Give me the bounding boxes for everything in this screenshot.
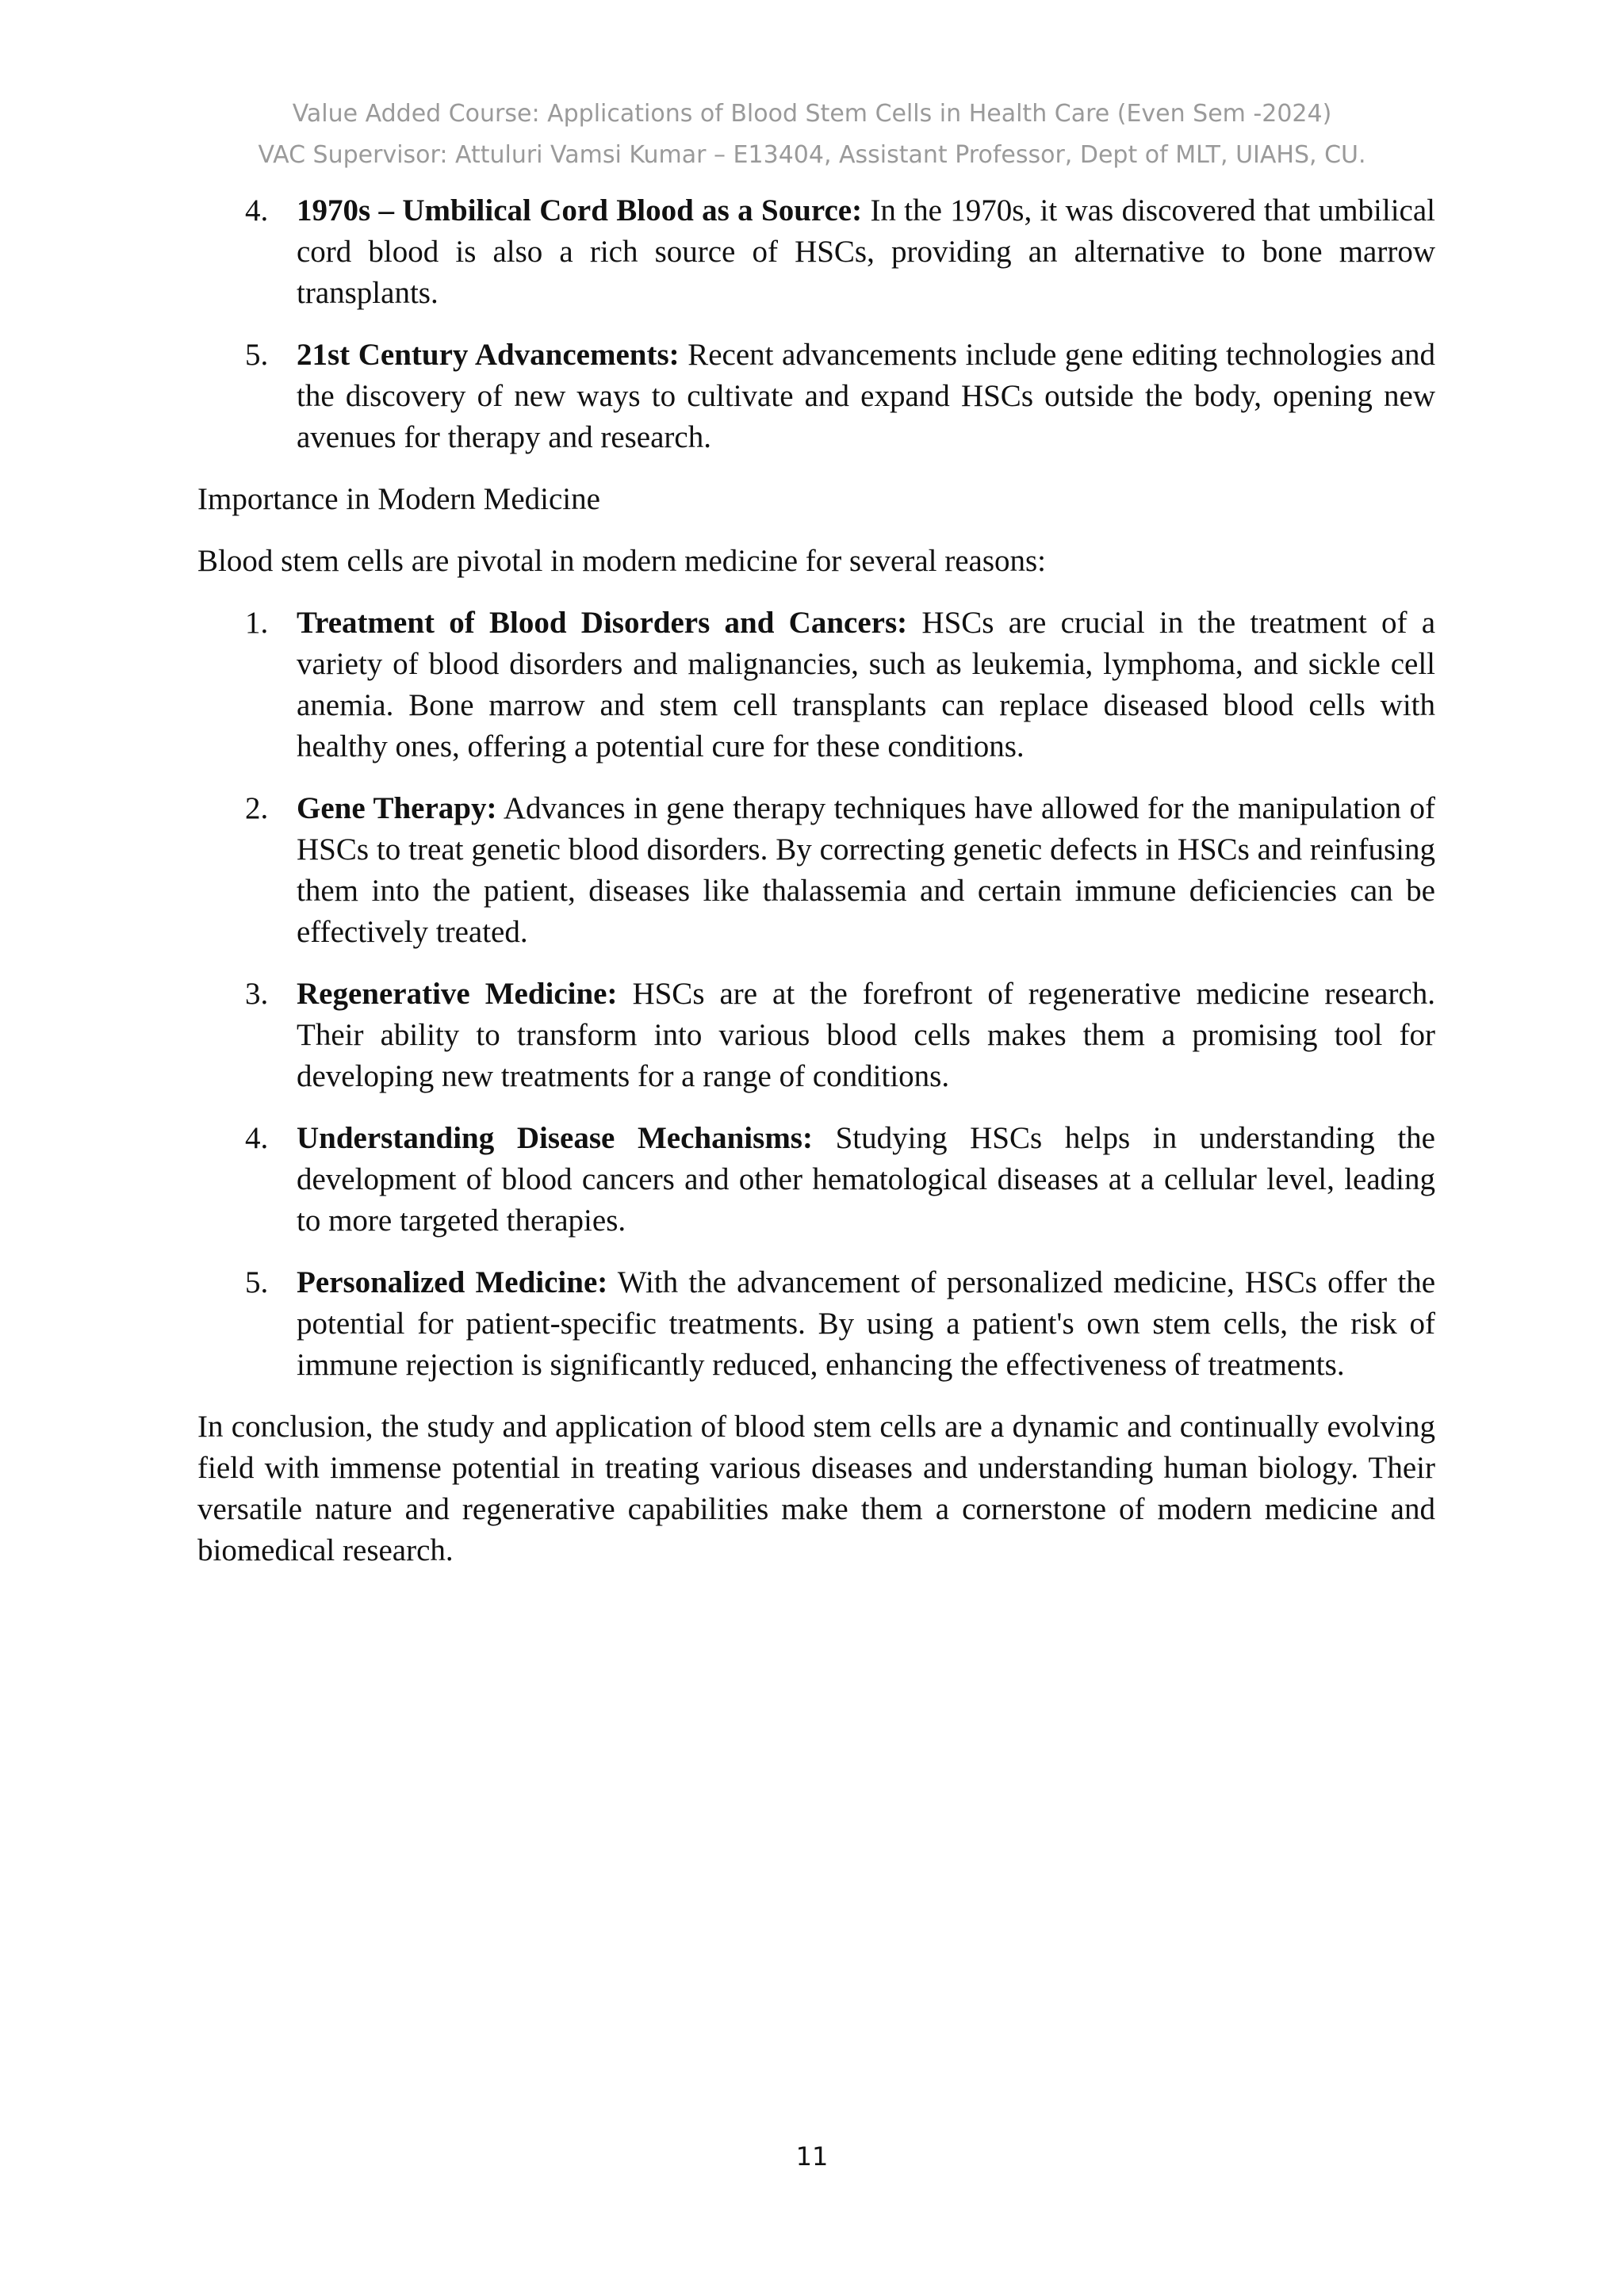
list-item [197, 335, 1435, 458]
list-item [197, 788, 1435, 953]
header-course-line: Value Added Course: Applications of Blood Stem Cells in Health Care (Even Sem -2024) [292, 100, 1332, 128]
list-item-title: Understanding Disease Mechanisms: [297, 1121, 813, 1155]
list-item-number: 5. [245, 1265, 269, 1299]
list-item-title: Personalized Medicine: [297, 1265, 608, 1299]
list-item-number: 1. [245, 606, 269, 640]
list-item-title: 21st Century Advancements: [297, 338, 680, 372]
list-item [197, 1262, 1435, 1386]
list-item-text: With the advancement of personalized medicine, HSCs offer the potential for patient-specific treatments. By using a patient's own stem cells, the risk of immune rejection is significantly reduced, enhancing the effectiveness of treatments. [297, 1265, 1435, 1382]
section-heading: Importance in Modern Medicine [197, 482, 600, 516]
list-item-number: 2. [245, 791, 269, 825]
list-item [197, 974, 1435, 1097]
list-item [197, 190, 1435, 314]
importance-list [197, 603, 1435, 1386]
list-item-title: Regenerative Medicine: [297, 977, 618, 1011]
body-content [197, 190, 1435, 1592]
list-item-text: In the 1970s, it was discovered that umbilical cord blood is also a rich source of HSCs, providing an alternative to bone marrow transplants. [297, 193, 1435, 310]
conclusion-paragraph: In conclusion, the study and application of blood stem cells are a dynamic and continually evolving field with immense potential in treating various diseases and understanding human biology. Their versatile nature and regenerative capabilities make them a cornerstone of modern medicine and biomedical research. [197, 1410, 1435, 1567]
list-item-title: Gene Therapy: [297, 791, 497, 825]
list-item-number: 5. [245, 338, 269, 372]
history-list [197, 190, 1435, 458]
header-supervisor-line: VAC Supervisor: Attuluri Vamsi Kumar – E13404, Assistant Professor, Dept of MLT, UIAHS, CU. [258, 141, 1366, 169]
list-item-number: 4. [245, 193, 269, 228]
list-item-text: HSCs are at the forefront of regenerative medicine research. Their ability to transform into various blood cells makes them a promising tool for developing new treatments for a range of conditions. [297, 977, 1435, 1093]
intro-paragraph: Blood stem cells are pivotal in modern medicine for several reasons: [197, 544, 1047, 578]
list-item [197, 1118, 1435, 1242]
list-item-title: Treatment of Blood Disorders and Cancers: [297, 606, 908, 640]
list-item-text: Recent advancements include gene editing technologies and the discovery of new ways to cultivate and expand HSCs outside the body, opening new avenues for therapy and research. [297, 338, 1435, 454]
list-item-number: 4. [245, 1121, 269, 1155]
list-item-text: Studying HSCs helps in understanding the development of blood cancers and other hematological diseases at a cellular level, leading to more targeted therapies. [297, 1121, 1435, 1238]
list-item-title: 1970s – Umbilical Cord Blood as a Source: [297, 193, 863, 228]
list-item-text: HSCs are crucial in the treatment of a variety of blood disorders and malignancies, such as leukemia, lymphoma, and sickle cell anemia. Bone marrow and stem cell transplants can replace diseased blood cells with healthy ones, offering a potential cure for these conditions. [297, 606, 1436, 763]
list-item-text: Advances in gene therapy techniques have allowed for the manipulation of HSCs to treat genetic blood disorders. By correcting genetic defects in HSCs and reinfusing them into the patient, diseases like thalassemia and certain immune deficiencies can be effectively treated. [297, 791, 1435, 949]
list-item [197, 603, 1435, 767]
running-header [0, 94, 1624, 176]
page-number: 11 [795, 2141, 829, 2172]
list-item-number: 3. [245, 977, 269, 1011]
